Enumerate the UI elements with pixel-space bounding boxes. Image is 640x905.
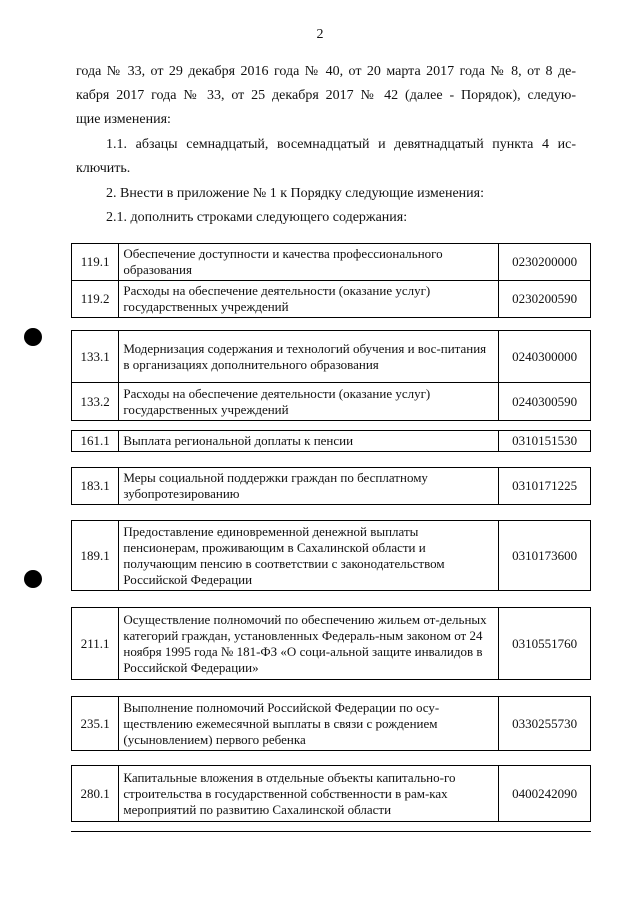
row-code: 0310551760 <box>499 608 591 680</box>
row-number: 133.1 <box>72 331 119 383</box>
table-row <box>72 468 591 505</box>
row-code: 0310171225 <box>499 468 591 505</box>
punch-hole <box>24 328 42 346</box>
amendment-table <box>71 467 591 505</box>
row-text: Расходы на обеспечение деятельности (оказание услуг) государственных учреждений <box>119 383 499 421</box>
table-row <box>72 521 591 591</box>
table-row <box>72 697 591 751</box>
row-number: 119.1 <box>72 244 119 281</box>
row-number: 189.1 <box>72 521 119 591</box>
table-row <box>72 383 591 421</box>
table-row <box>72 331 591 383</box>
amendment-table <box>71 765 591 822</box>
amendment-table <box>71 330 591 421</box>
row-number: 235.1 <box>72 697 119 751</box>
row-text: Выплата региональной доплаты к пенсии <box>119 431 499 452</box>
row-number: 183.1 <box>72 468 119 505</box>
intro-line-1: года № 33, от 29 декабря 2016 года № 40, от 20 марта 2017 года № 8, от 8 де- <box>76 64 576 79</box>
row-text: Капитальные вложения в отдельные объекты капитально-го строительства в государственной собственности в рам-ках мероприятий по развитию Сахалинской области <box>119 766 499 822</box>
intro-paragraph <box>76 60 576 132</box>
punch-hole <box>24 570 42 588</box>
page-number: 2 <box>316 27 324 42</box>
row-code: 0310173600 <box>499 521 591 591</box>
row-code: 0230200000 <box>499 244 591 281</box>
paragraph-1-1 <box>76 133 576 181</box>
row-number: 280.1 <box>72 766 119 822</box>
paragraph-2-1: 2.1. дополнить строками следующего содержания: <box>106 210 408 225</box>
amendment-table <box>71 520 591 591</box>
row-text: Расходы на обеспечение деятельности (оказание услуг) государственных учреждений <box>119 281 499 318</box>
table-row <box>72 244 591 281</box>
row-code: 0400242090 <box>499 766 591 822</box>
table-row <box>72 281 591 318</box>
paragraph-2: 2. Внести в приложение № 1 к Порядку следующие изменения: <box>106 186 484 201</box>
row-number: 211.1 <box>72 608 119 680</box>
table-row <box>72 608 591 680</box>
amendment-table <box>71 243 591 318</box>
row-code: 0240300000 <box>499 331 591 383</box>
amendment-table <box>71 696 591 751</box>
row-text: Выполнение полномочий Российской Федерации по осу-ществлению ежемесячной выплаты в связи с рождением (усыновлением) первого ребенка <box>119 697 499 751</box>
row-code: 0230200590 <box>499 281 591 318</box>
row-text: Обеспечение доступности и качества профессионального образования <box>119 244 499 281</box>
paragraph-1-1-line-2: ключить. <box>76 161 131 176</box>
paragraph-1-1-line-1: 1.1. абзацы семнадцатый, восемнадцатый и девятнадцатый пункта 4 ис- <box>106 137 576 152</box>
amendment-table <box>71 607 591 680</box>
amendment-table <box>71 430 591 452</box>
row-number: 119.2 <box>72 281 119 318</box>
row-text: Предоставление единовременной денежной выплаты пенсионерам, проживающим в Сахалинской области и получающим пенсию в соответствии с законодательством Российской Федерации <box>119 521 499 591</box>
row-text: Модернизация содержания и технологий обучения и вос-питания в организациях дополнительного образования <box>119 331 499 383</box>
intro-line-3: щие изменения: <box>76 112 171 127</box>
row-code: 0240300590 <box>499 383 591 421</box>
row-code: 0330255730 <box>499 697 591 751</box>
row-number: 161.1 <box>72 431 119 452</box>
bottom-divider <box>71 831 591 832</box>
row-number: 133.2 <box>72 383 119 421</box>
row-text: Меры социальной поддержки граждан по бесплатному зубопротезированию <box>119 468 499 505</box>
intro-line-2: кабря 2017 года № 33, от 25 декабря 2017 № 42 (далее - Порядок), следую- <box>76 88 576 103</box>
row-code: 0310151530 <box>499 431 591 452</box>
table-row <box>72 766 591 822</box>
table-row <box>72 431 591 452</box>
row-text: Осуществление полномочий по обеспечению жильем от-дельных категорий граждан, установленных Федераль-ным законом от 24 ноября 1995 года № 181-ФЗ «О соци-альной защите инвалидов в Российской Федерации» <box>119 608 499 680</box>
